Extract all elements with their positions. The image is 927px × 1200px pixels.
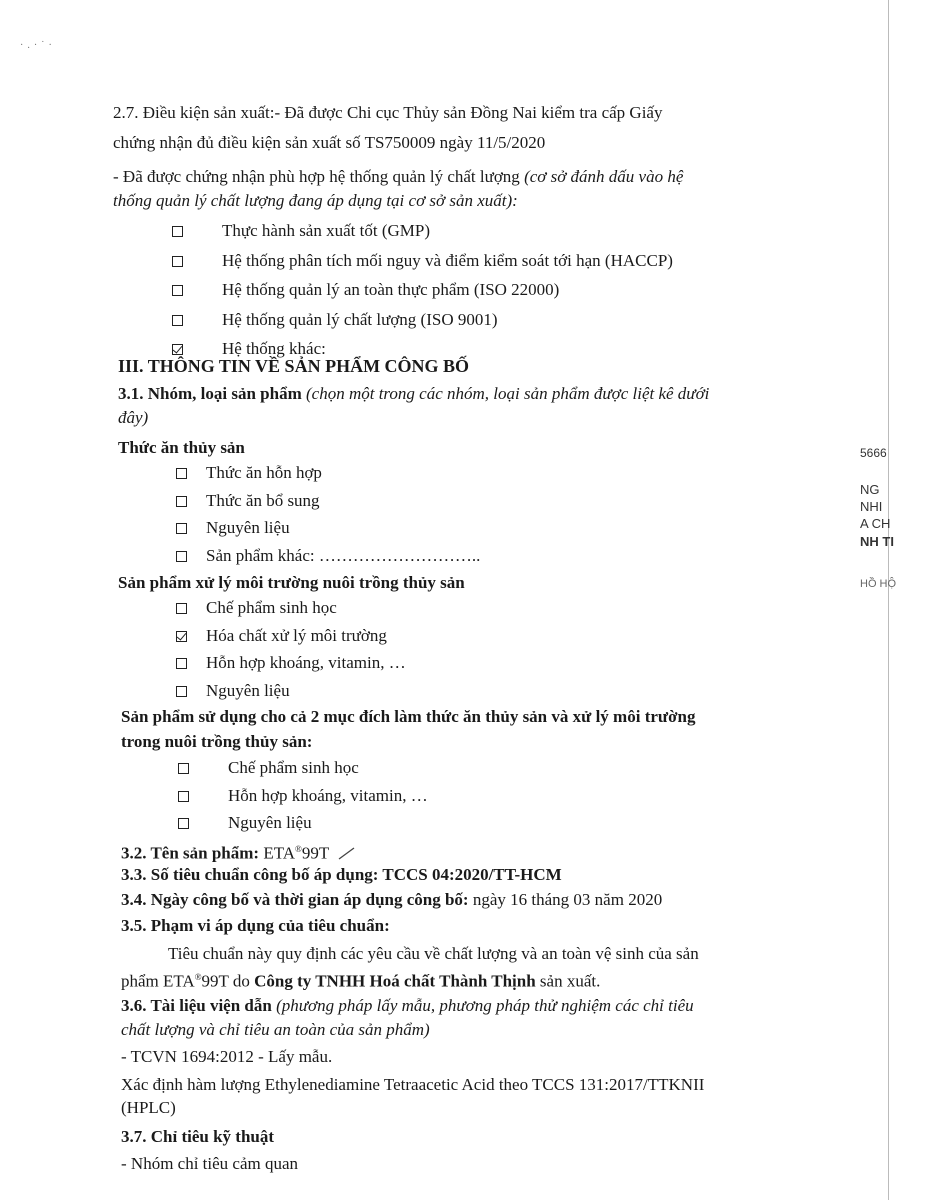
edge-text-1: 5666	[860, 446, 887, 460]
edge-text-2: NG	[860, 482, 880, 497]
checkbox	[172, 226, 183, 237]
checkbox	[176, 496, 187, 507]
edge-text-4: A CH	[860, 516, 891, 531]
checkbox	[172, 285, 183, 296]
section-2-7-line2: chứng nhận đủ điều kiện sản xuất số TS750009 ngày 11/5/2020	[113, 133, 546, 152]
section-3-2	[121, 838, 357, 865]
references-note-2: chất lượng và chỉ tiêu an toàn của sản phẩm)	[121, 1020, 430, 1039]
checkbox	[178, 763, 189, 774]
product-name-label: 3.2. Tên sản phẩm:	[121, 843, 264, 863]
references-label: 3.6. Tài liệu viện dẫn	[121, 996, 277, 1015]
publish-date-label: 3.4. Ngày công bố và thời gian áp dụng công bố:	[121, 890, 473, 909]
section-2-7-line1: 2.7. Điều kiện sản xuất:- Đã được Chi cục Thủy sản Đồng Nai kiểm tra cấp Giấy	[113, 103, 663, 122]
section-3-1-note-2: đây)	[118, 408, 149, 427]
handwritten-tick-mark	[337, 845, 357, 861]
list-item-label: Hệ thống quản lý chất lượng (ISO 9001)	[222, 309, 498, 329]
list-item-label: Nguyên liệu	[206, 518, 290, 537]
group-feed-title: Thức ăn thủy sản	[118, 438, 245, 457]
list-item-label: Chế phẩm sinh học	[228, 758, 359, 777]
group-environment-title: Sản phẩm xử lý môi trường nuôi trồng thủy sản	[118, 573, 465, 592]
scope-paragraph-2	[121, 966, 600, 993]
checkbox-checked	[172, 344, 183, 355]
cert-italic-2: thống quản lý chất lượng đang áp dụng tại cơ sở sản xuất):	[113, 191, 518, 210]
registered-mark: ®	[295, 844, 302, 854]
registered-mark-2: ®	[194, 972, 202, 982]
reference-1: - TCVN 1694:2012 - Lấy mẫu.	[121, 1047, 333, 1066]
group-dual-title-1: Sản phẩm sử dụng cho cả 2 mục đích làm thức ăn thủy sản và xử lý môi trường	[121, 707, 696, 726]
list-item-label: Nguyên liệu	[228, 813, 312, 832]
checkbox-checked	[176, 631, 187, 642]
checkbox	[172, 256, 183, 267]
section-3-7-sub: - Nhóm chỉ tiêu cảm quan	[121, 1154, 299, 1173]
section-3-6	[121, 995, 694, 1017]
section-3-1-label: 3.1. Nhóm, loại sản phẩm	[118, 384, 306, 403]
edge-text-6: HỒ HỘ	[860, 578, 897, 590]
section-3-7: 3.7. Chỉ tiêu kỹ thuật	[121, 1127, 275, 1146]
reference-2-line2: (HPLC)	[121, 1098, 176, 1117]
scope-end: sản xuất.	[535, 971, 601, 991]
group-dual-title-2: trong nuôi trồng thủy sản:	[121, 732, 313, 751]
list-item-label: Thức ăn hỗn hợp	[206, 463, 322, 482]
checkbox	[176, 658, 187, 669]
checkbox	[178, 791, 189, 802]
list-item-label: Hệ thống phân tích mối nguy và điểm kiểm soát tới hạn (HACCP)	[222, 250, 673, 270]
list-item-label: Hệ thống quản lý an toàn thực phẩm (ISO 22000)	[222, 280, 560, 299]
section-3-1-note: (chọn một trong các nhóm, loại sản phẩm được liệt kê dưới	[305, 384, 710, 403]
list-item-label: Nguyên liệu	[206, 680, 290, 700]
company-name: Công ty TNHH Hoá chất Thành Thịnh	[254, 971, 536, 991]
cert-statement	[113, 166, 683, 188]
checkbox	[176, 468, 187, 479]
scope-text: 99T do	[201, 971, 255, 991]
edge-text-5: NH TI	[860, 534, 894, 549]
edge-text-3: NHI	[860, 499, 883, 514]
checkbox	[176, 686, 187, 697]
product-name-suffix: 99T	[301, 843, 329, 863]
section-3-5: 3.5. Phạm vi áp dụng của tiêu chuẩn:	[121, 916, 390, 935]
scope-paragraph-1: Tiêu chuẩn này quy định các yêu cầu về chất lượng và an toàn vệ sinh của sản	[168, 944, 699, 963]
product-name-value: ETA	[263, 843, 296, 863]
reference-2-line1: Xác định hàm lượng Ethylenediamine Tetraacetic Acid theo TCCS 131:2017/TTKNII	[121, 1075, 705, 1094]
list-item-label: Chế phẩm sinh học	[206, 598, 337, 617]
checkbox	[172, 315, 183, 326]
section-3-3: 3.3. Số tiêu chuẩn công bố áp dụng: TCCS 04:2020/TT-HCM	[121, 865, 562, 884]
checkbox	[176, 551, 187, 562]
list-item-label: Thực hành sản xuất tốt (GMP)	[222, 221, 430, 240]
page-edge-line	[888, 0, 889, 1200]
section-3-4	[121, 889, 662, 911]
cert-prefix: - Đã được chứng nhận phù hợp hệ thống quản lý chất lượng	[113, 167, 525, 186]
list-item-label: Thức ăn bổ sung	[206, 490, 320, 510]
list-item-label: Hóa chất xử lý môi trường	[206, 625, 387, 645]
checkbox	[178, 818, 189, 829]
list-item-label: Sản phẩm khác: ………………………..	[206, 545, 481, 565]
scope-product: phẩm ETA	[121, 971, 195, 991]
section-3-1	[118, 383, 709, 405]
list-item-label: Hệ thống khác:	[222, 339, 326, 358]
scan-speckles: ·.·˙·	[20, 40, 56, 51]
section-iii-heading: III. THÔNG TIN VỀ SẢN PHẨM CÔNG BỐ	[118, 356, 470, 376]
list-item-label: Hỗn hợp khoáng, vitamin, …	[206, 653, 406, 672]
checkbox	[176, 603, 187, 614]
cert-italic-1: (cơ sở đánh dấu vào hệ	[524, 167, 684, 186]
references-note-1: (phương pháp lấy mẫu, phương pháp thử nghiệm các chỉ tiêu	[276, 996, 694, 1015]
list-item-label: Hỗn hợp khoáng, vitamin, …	[228, 785, 428, 805]
checkbox	[176, 523, 187, 534]
publish-date-value: ngày 16 tháng 03 năm 2020	[472, 890, 663, 909]
